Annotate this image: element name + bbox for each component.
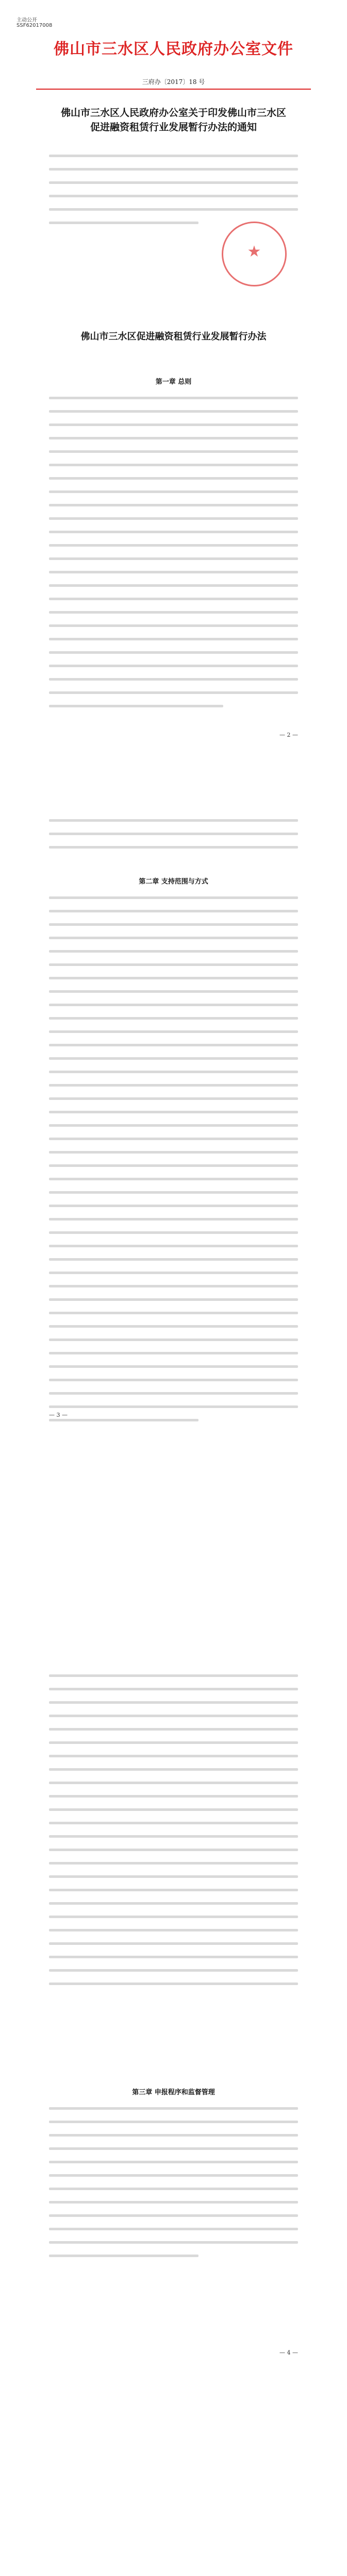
chapter-3-body xyxy=(49,2107,298,2268)
notice-title: 佛山市三水区人民政府办公室关于印发佛山市三水区促进融资租赁行业发展暂行办法的通知 xyxy=(60,107,286,133)
measures-title: 佛山市三水区促进融资租赁行业发展暂行办法 xyxy=(80,331,267,342)
chapter-2-body xyxy=(49,896,298,1432)
masthead-rule xyxy=(36,89,311,90)
page-number: — 4 — xyxy=(279,2349,298,2356)
chapter-heading-3: 第三章 申报程序和监督管理 xyxy=(132,2089,215,2096)
masthead: 佛山市三水区人民政府办公室文件 xyxy=(54,40,293,58)
chapter-1-body xyxy=(49,397,298,718)
official-seal-icon xyxy=(222,222,287,286)
page-number: — 3 — xyxy=(49,1412,68,1418)
doc-code: SSF62017008 xyxy=(16,23,53,28)
page-2-body xyxy=(49,819,298,859)
disclosure-label: 主动公开 xyxy=(16,18,37,23)
doc-number: 三府办〔2017〕18 号 xyxy=(142,78,205,86)
page-number: — 2 — xyxy=(279,732,298,738)
chapter-heading-2: 第二章 支持范围与方式 xyxy=(139,878,208,886)
chapter-heading-1: 第一章 总则 xyxy=(155,378,192,386)
page-3-body xyxy=(49,1674,298,1996)
